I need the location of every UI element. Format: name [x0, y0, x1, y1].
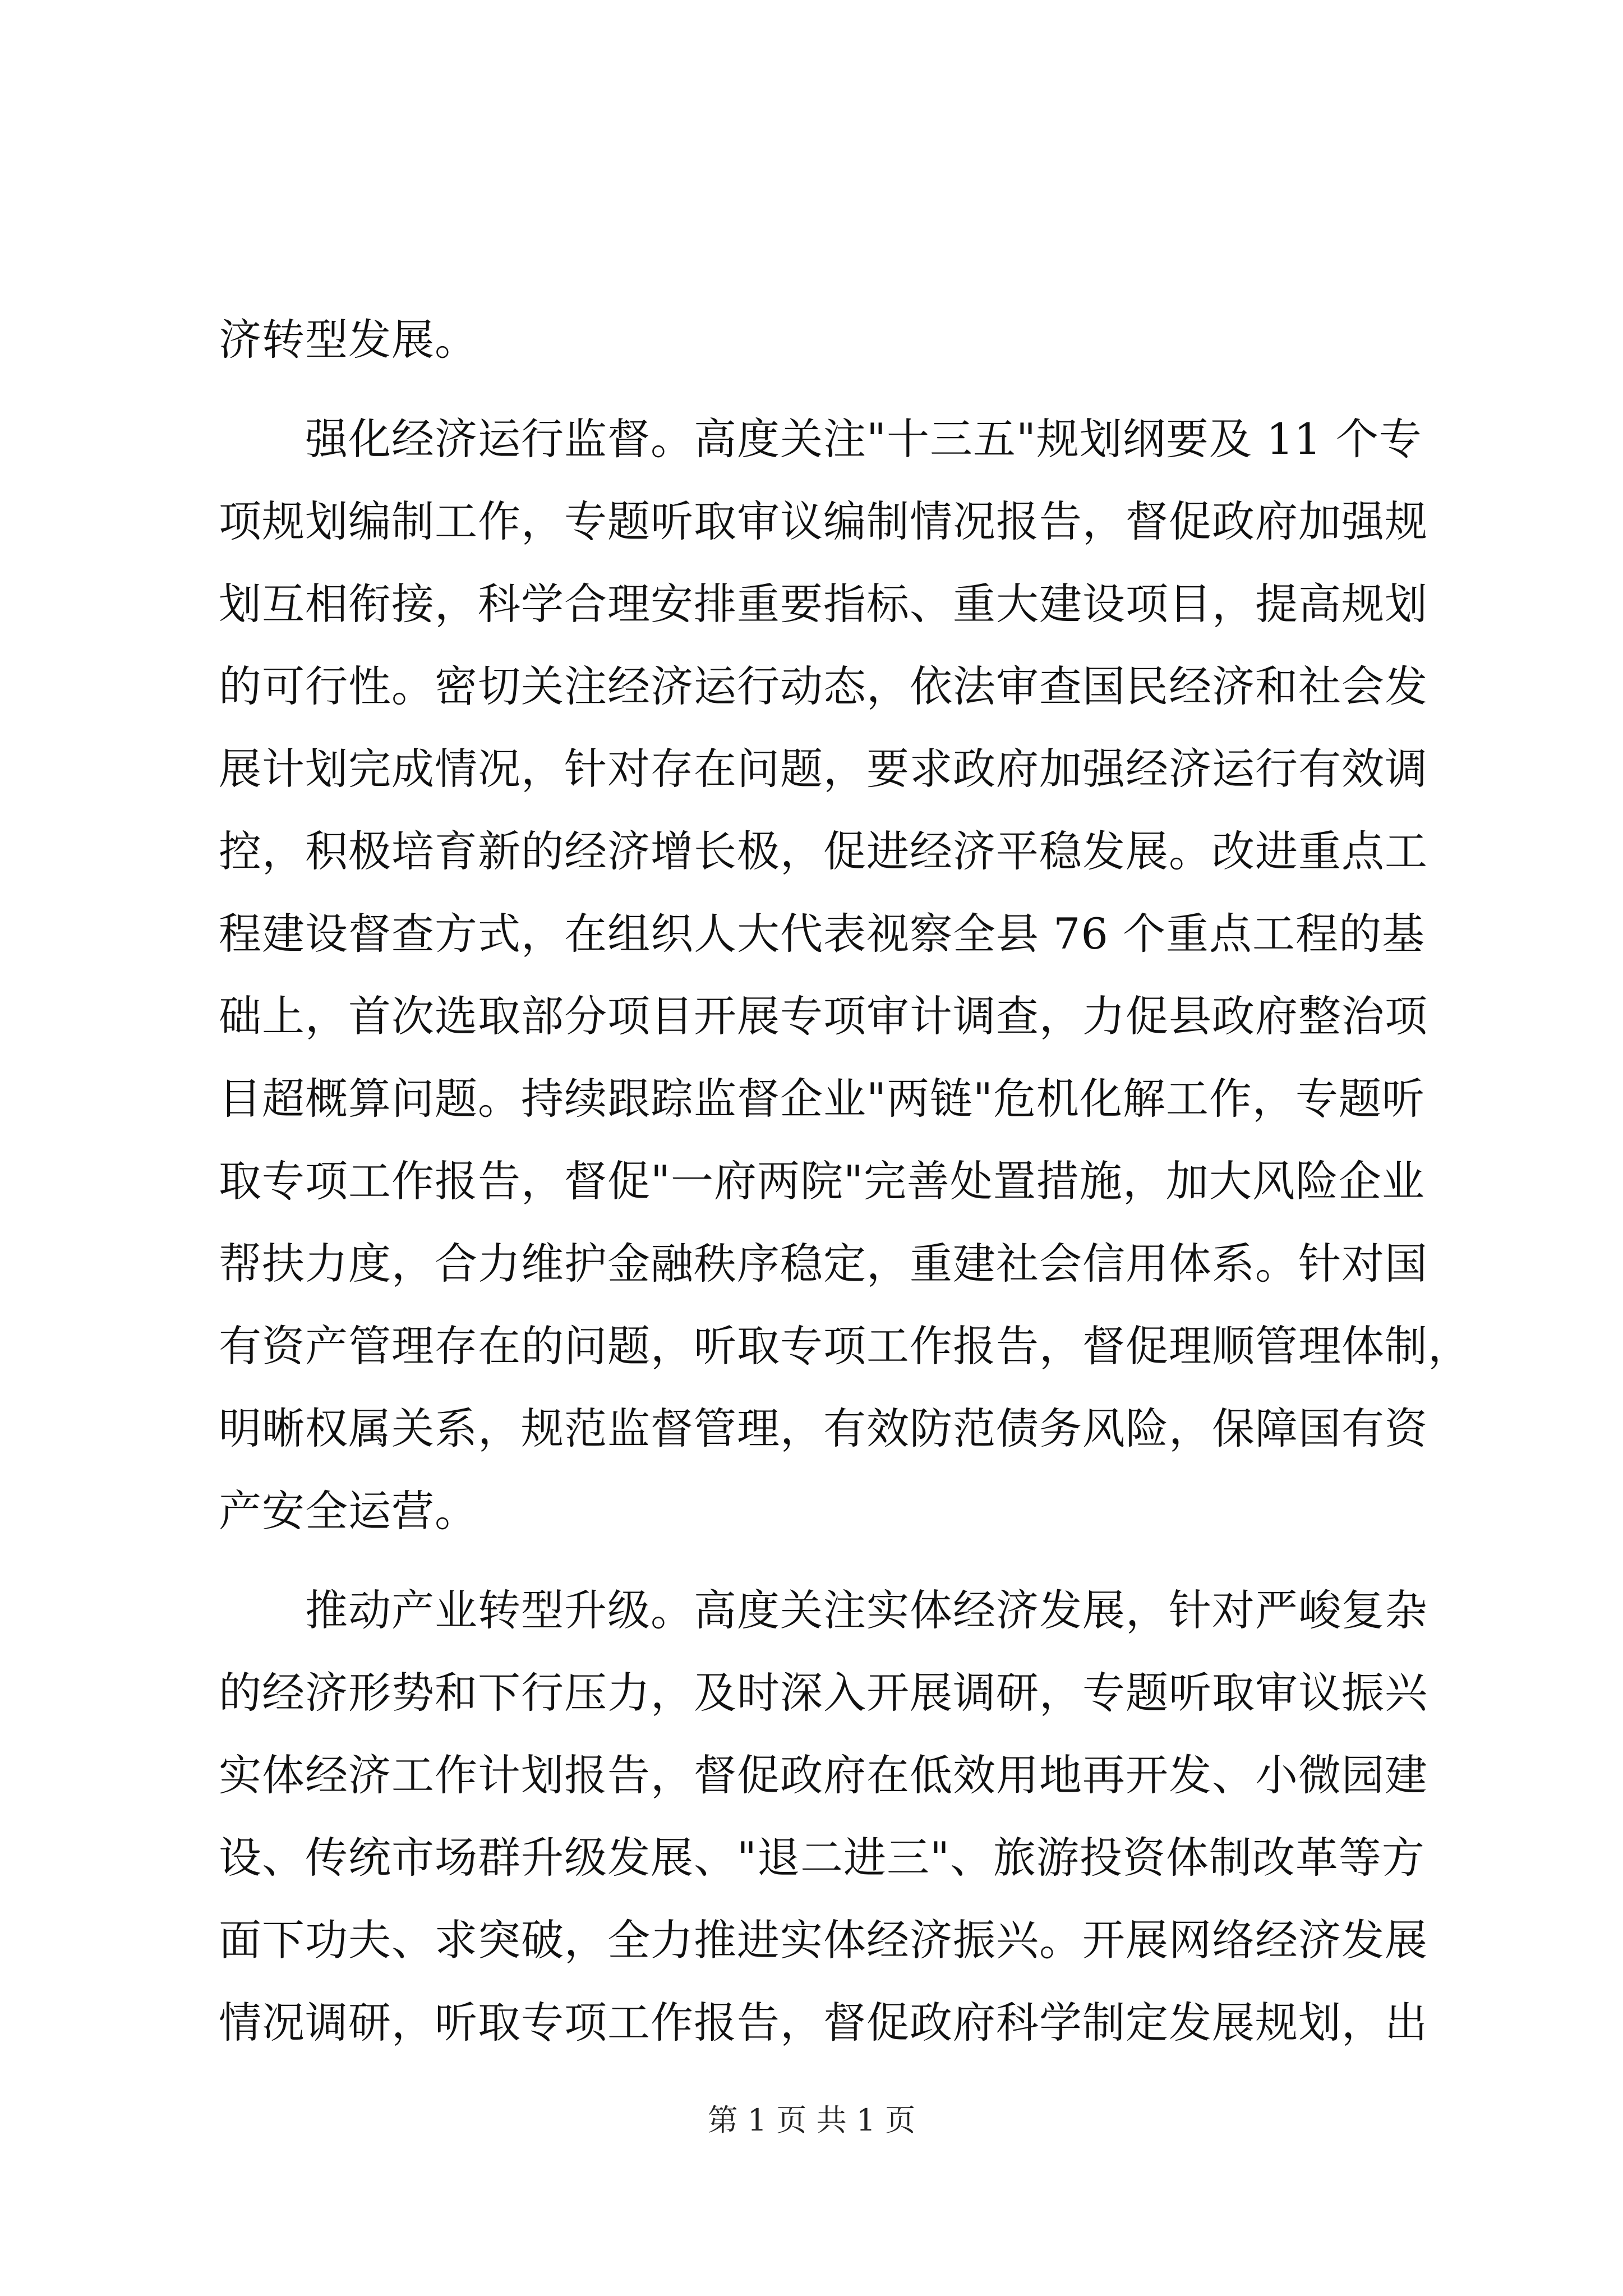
paragraph: [219, 398, 1471, 1552]
text-line: 实体经济工作计划报告，督促政府在低效用地再开发、小微园建: [219, 1750, 1428, 1800]
text-line: 济转型发展。: [219, 315, 478, 365]
paragraph: [219, 1569, 1428, 2064]
text-line: 取专项工作报告，督促"一府两院"完善处置措施，加大风险企业: [219, 1156, 1425, 1206]
paragraph: [219, 298, 1402, 381]
text-line: 项规划编制工作，专题听取审议编制情况报告，督促政府加强规: [219, 496, 1428, 546]
text-line: 展计划完成情况，针对存在问题，要求政府加强经济运行有效调: [219, 744, 1428, 794]
page-number-label: 第 1 页 共 1 页: [707, 2102, 916, 2138]
text-line: 强化经济运行监督。高度关注"十三五"规划纲要及 11 个专: [219, 414, 1422, 464]
text-line: 的经济形势和下行压力，及时深入开展调研，专题听取审议振兴: [219, 1668, 1428, 1718]
text-line: 程建设督查方式，在组织人大代表视察全县 76 个重点工程的基: [219, 909, 1426, 959]
text-line: 础上，首次选取部分项目开展专项审计调查，力促县政府整治项: [219, 991, 1428, 1041]
text-line: 划互相衔接，科学合理安排重要指标、重大建设项目，提高规划: [219, 579, 1428, 629]
text-line: 的可行性。密切关注经济运行动态，依法审查国民经济和社会发: [219, 661, 1428, 711]
text-line: 设、传统市场群升级发展、"退二进三"、旅游投资体制改革等方: [219, 1833, 1425, 1883]
text-line: 明晰权属关系，规范监督管理，有效防范债务风险，保障国有资: [219, 1404, 1428, 1453]
page-footer: [0, 2098, 1623, 2143]
text-line: 帮扶力度，合力维护金融秩序稳定，重建社会信用体系。针对国: [219, 1239, 1428, 1289]
text-line: 面下功夫、求突破，全力推进实体经济振兴。开展网络经济发展: [219, 1915, 1428, 1965]
text-line: 有资产管理存在的问题，听取专项工作报告，督促理顺管理体制，: [219, 1321, 1471, 1371]
text-line: 情况调研，听取专项工作报告，督促政府科学制定发展规划，出: [219, 1998, 1428, 2047]
text-line: 推动产业转型升级。高度关注实体经济发展，针对严峻复杂: [219, 1585, 1428, 1635]
document-body: [219, 298, 1471, 2064]
text-line: 产安全运营。: [219, 1486, 478, 1536]
text-line: 目超概算问题。持续跟踪监督企业"两链"危机化解工作，专题听: [219, 1074, 1425, 1124]
text-line: 控，积极培育新的经济增长极，促进经济平稳发展。改进重点工: [219, 826, 1428, 876]
